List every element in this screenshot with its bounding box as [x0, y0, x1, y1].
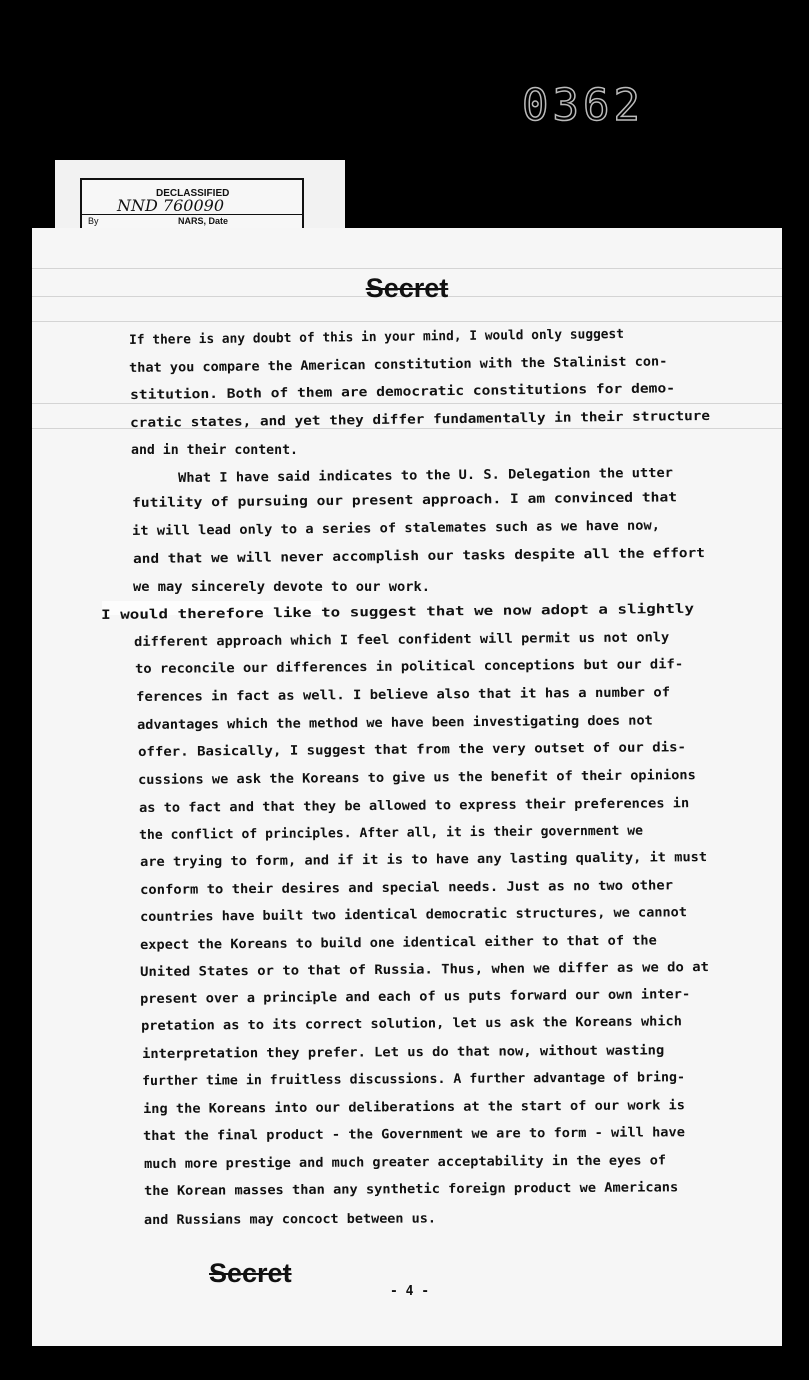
footer-classification-marking: Secret — [209, 1258, 292, 1288]
body-line: are trying to form, and if it is to have any lasting quality, it must — [140, 850, 708, 870]
body-line: ferences in fact as well. I believe also that it has a number of — [136, 685, 671, 705]
body-line: interpretation they prefer. Let us do that now, without wasting — [142, 1043, 665, 1062]
body-line: expect the Koreans to build one identical either to that of the — [140, 933, 657, 953]
body-line: and in their content. — [131, 443, 299, 458]
body-line: the conflict of principles. After all, it is their government we — [139, 823, 644, 843]
page-rule — [32, 268, 782, 269]
page-rule — [32, 403, 782, 404]
body-line: cratic states, and yet they differ fundamentally in their structure — [130, 408, 711, 431]
body-line: we may sincerely devote to our work. — [133, 580, 430, 595]
body-line: and Russians may concoct between us. — [144, 1211, 436, 1228]
body-line: to reconcile our differences in political conceptions but our dif- — [135, 657, 684, 677]
body-line: it will lead only to a series of stalemates such as we have now, — [132, 518, 661, 539]
microfilm-frame-number: 0362 — [522, 80, 644, 131]
body-line: that you compare the American constitution with the Stalinist con- — [129, 354, 668, 376]
body-line: pretation as to its correct solution, let us ask the Koreans which — [141, 1014, 682, 1034]
body-line: United States or to that of Russia. Thus, when we differ as we do at — [140, 960, 710, 980]
body-line: that the final product - the Government we are to form - will have — [143, 1125, 685, 1144]
body-line: and that we will never accomplish our tasks despite all the effort — [133, 546, 705, 567]
body-line: futility of pursuing our present approach. I am convinced that — [132, 490, 678, 511]
declassification-stamp — [80, 178, 304, 234]
body-line: the Korean masses than any synthetic foreign product we Americans — [144, 1180, 679, 1199]
body-line: much more prestige and much greater acceptability in the eyes of — [144, 1153, 667, 1172]
header-classification-text: Secret — [365, 273, 449, 303]
header-classification-marking — [32, 273, 782, 304]
stamp-declassified-label: DECLASSIFIED — [156, 188, 230, 199]
body-line: present over a principle and each of us puts forward our own inter- — [140, 987, 691, 1007]
body-line: I would therefore like to suggest that we now adopt a slightly — [101, 601, 695, 623]
stamp-nars-date-label: NARS, Date — [178, 216, 229, 226]
body-line: ing the Koreans into our deliberations at the start of our work is — [143, 1098, 685, 1117]
document-page — [32, 228, 782, 1346]
stamp-divider — [82, 214, 302, 215]
body-line: further time in fruitless discussions. A further advantage of bring- — [142, 1070, 685, 1089]
page-rule — [32, 321, 782, 322]
stamp-by-label: By — [88, 216, 99, 226]
body-line: If there is any doubt of this in your mind, I would only suggest — [129, 326, 625, 348]
body-line: as to fact and that they be allowed to express their preferences in — [139, 796, 690, 816]
page-number: - 4 - — [390, 1284, 430, 1299]
body-line: offer. Basically, I suggest that from the very outset of our dis- — [138, 740, 687, 760]
body-line: stitution. Both of them are democratic constitutions for demo- — [130, 381, 676, 403]
body-line: What I have said indicates to the U. S. Delegation the utter — [178, 465, 674, 486]
stamp-authority-number: NND 760090 — [117, 196, 224, 215]
body-line: different approach which I feel confident will permit us not only — [134, 630, 670, 650]
body-line: advantages which the method we have been investigating does not — [137, 713, 653, 733]
body-line: cussions we ask the Koreans to give us the benefit of their opinions — [138, 768, 696, 788]
body-line: countries have built two identical democratic structures, we cannot — [140, 905, 688, 925]
body-line: conform to their desires and special needs. Just as no two other — [140, 878, 674, 898]
